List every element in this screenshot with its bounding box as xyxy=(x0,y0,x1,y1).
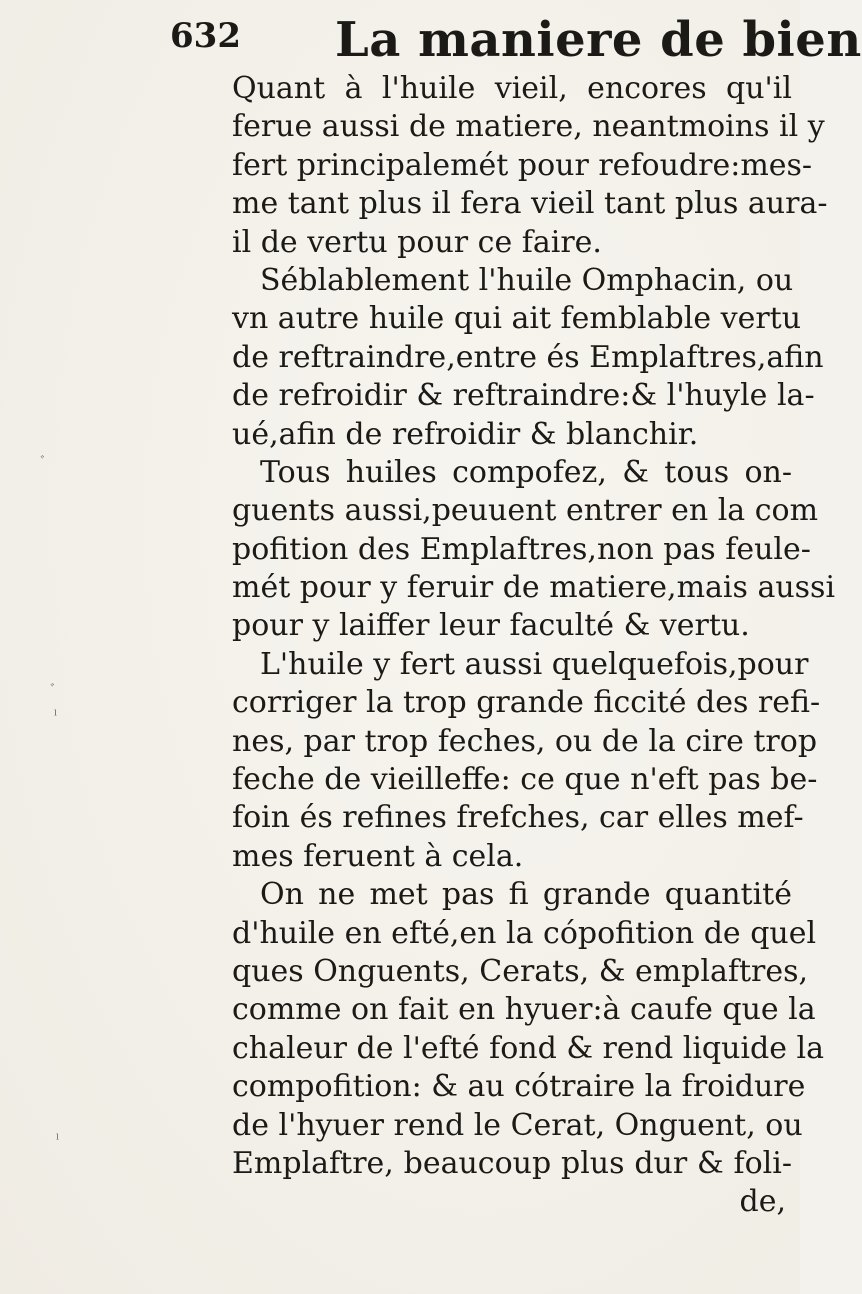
text-line: il de vertu pour ce faire. xyxy=(232,224,602,260)
text-line: pour y laiffer leur faculté & vertu. xyxy=(232,608,750,644)
text-line: guents aussi,peuuent entrer en la com xyxy=(232,493,819,529)
running-title: La maniere de bien xyxy=(335,12,862,68)
margin-speck: ˡ xyxy=(54,708,58,724)
text-line: feche de vieilleffe: ce que n'eft pas be- xyxy=(232,762,818,798)
text-line: de refroidir & reftraindre:& l'huyle la- xyxy=(232,378,815,414)
margin-speck: ﾞ xyxy=(50,683,57,699)
text-line: On ne met pas fi grande quantité xyxy=(260,877,792,913)
text-line: corriger la trop grande ficcité des refi- xyxy=(232,685,821,721)
text-line: ferue aussi de matiere, neantmoins il y xyxy=(232,109,825,145)
text-line: mét pour y feruir de matiere,mais aussi xyxy=(232,570,836,606)
page-number: 632 xyxy=(170,16,241,56)
text-line: compofition: & au cótraire la froidure xyxy=(232,1069,806,1105)
text-line: Tous huiles compofez, & tous on- xyxy=(260,454,792,490)
text-line: fert principalemét pour refoudre:mes- xyxy=(232,147,813,183)
text-line: vn autre huile qui ait femblable vertu xyxy=(232,301,802,337)
text-line: foin és refines frefches, car elles mef- xyxy=(232,800,804,836)
text-line: Séblablement l'huile Omphacin, ou xyxy=(260,262,794,298)
text-line: Quant à l'huile vieil, encores qu'il xyxy=(232,71,792,106)
text-line: L'huile y fert aussi quelquefois,pour xyxy=(260,646,809,682)
text-line: ué,afin de refroidir & blanchir. xyxy=(232,416,699,452)
catchword-line: de, xyxy=(739,1184,786,1220)
margin-speck: ﾞ xyxy=(40,455,47,471)
body-text xyxy=(232,70,836,1222)
text-line: de reftraindre,entre és Emplaftres,afin xyxy=(232,339,824,375)
text-line: chaleur de l'efté fond & rend liquide la xyxy=(232,1030,825,1066)
text-line: mes feruent à cela. xyxy=(232,838,524,874)
text-line: comme on fait en hyuer:à caufe que la xyxy=(232,992,816,1028)
text-line: nes, par trop feches, ou de la cire trop xyxy=(232,723,818,759)
text-line: ques Onguents, Cerats, & emplaftres, xyxy=(232,953,809,989)
text-line: me tant plus il fera vieil tant plus aura- xyxy=(232,186,828,222)
page-header xyxy=(170,12,862,76)
margin-speck: ˡ xyxy=(56,1132,60,1148)
text-line: Emplaftre, beaucoup plus dur & foli- xyxy=(232,1145,792,1181)
text-line: d'huile en efté,en la cópofition de quel xyxy=(232,915,817,951)
text-line: de l'hyuer rend le Cerat, Onguent, ou xyxy=(232,1107,803,1143)
text-line: pofition des Emplaftres,non pas feule- xyxy=(232,531,811,567)
